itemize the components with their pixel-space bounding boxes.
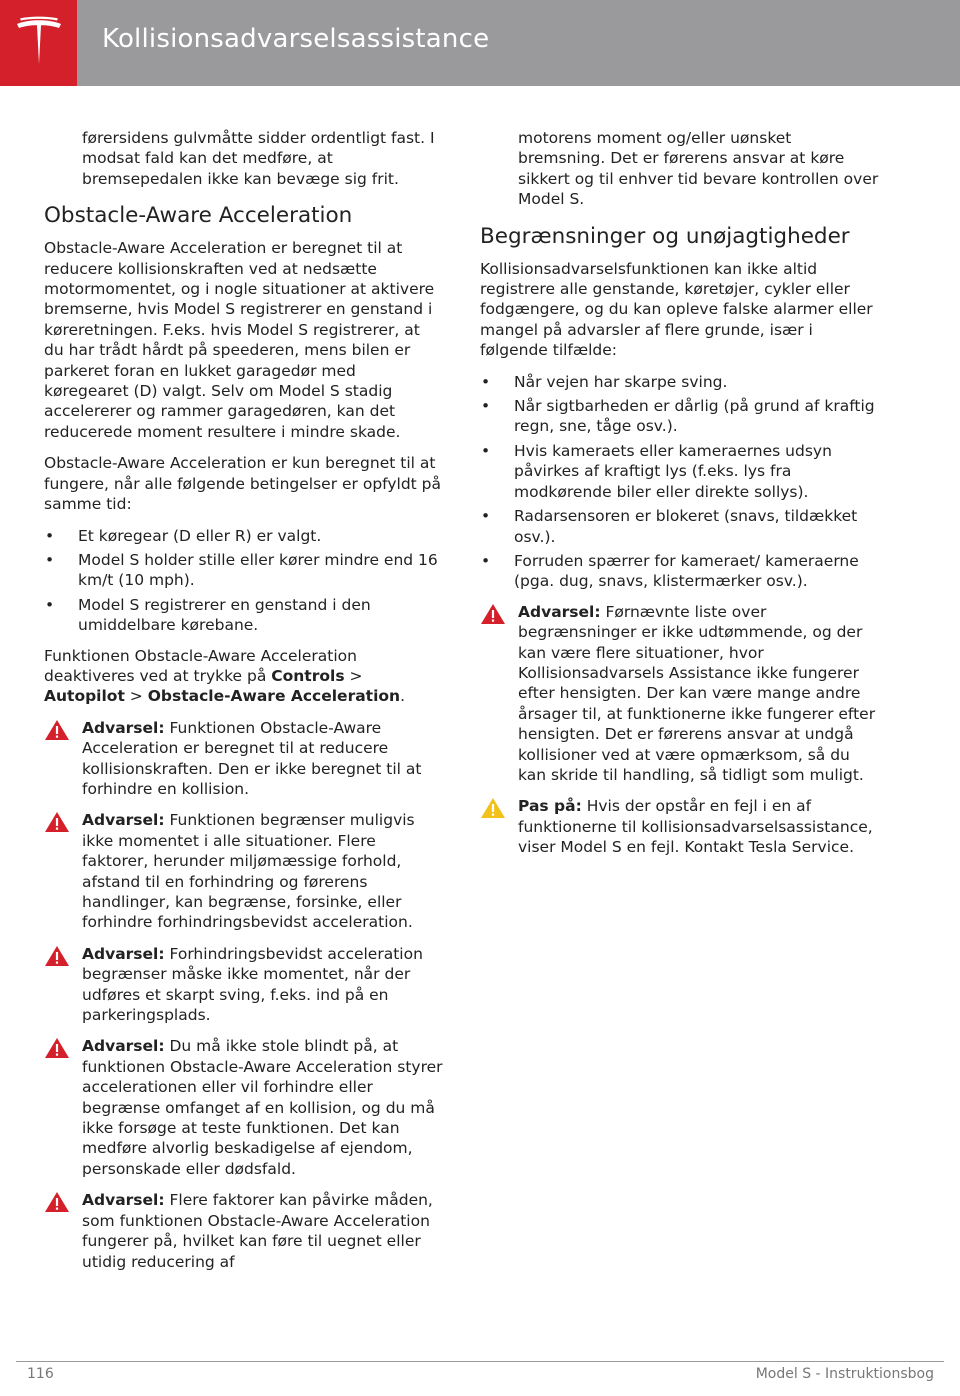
warning-icon xyxy=(44,811,70,833)
list-item: • Model S holder stille eller kører mindre end 16 km/t (10 mph). xyxy=(45,550,438,590)
bullet: • xyxy=(481,441,491,460)
warning-note: Advarsel: Førnævnte liste over begrænsninger er ikke udtømmende, og der kan være flere situationer, hvor Kollisionsadvarsels Assistance ikke fungerer efter hensigten. Der kan være mange andre årsager til, at funktionerne ikke fungerer efter hensigten. Det er førerens ansvar at undgå kollisioner ved at være opmærksom, så du kan skride til handling, så tidligt som muligt. xyxy=(480,602,880,786)
list-item: • Når vejen har skarpe sving. xyxy=(481,372,728,391)
page-number: 116 xyxy=(27,1366,54,1382)
paragraph: Obstacle-Aware Acceleration er kun beregnet til at fungere, når alle følgende betingelser er opfyldt på samme tid: xyxy=(44,454,442,514)
tesla-logo xyxy=(0,0,77,86)
left-column xyxy=(44,128,444,1283)
ui-path-controls: Controls xyxy=(271,666,345,685)
caution-icon xyxy=(480,797,506,819)
warning-icon xyxy=(44,1191,70,1213)
list-item: • Et køregear (D eller R) er valgt. xyxy=(45,526,322,545)
ui-path-feature: Obstacle-Aware Acceleration xyxy=(147,687,401,706)
warning-note: Advarsel: Forhindringsbevidst acceleration begrænser måske ikke momentet, når der udføres et skarpt sving, f.eks. ind på en parkeringsplads. xyxy=(44,944,444,1026)
paragraph: Kollisionsadvarselsfunktionen kan ikke altid registrere alle genstande, køretøjer, cykler eller fodgængere, og du kan opleve falske alarmer eller mangel på advarsler af flere grunde, især i følgende tilfælde: xyxy=(480,259,873,360)
ui-path-autopilot: Autopilot xyxy=(44,687,125,706)
warning-icon xyxy=(480,603,506,625)
paragraph: Obstacle-Aware Acceleration er beregnet til at reducere kollisionskraften ved at nedsætte motormomentet, og i nogle situationer at aktivere bremserne, hvis Model S registrerer en genstand i køreretningen. F.eks. hvis Model S registrerer, at du har trådt hårdt på speederen, mens bilen er parkeret foran en lukket garagedør med køregearet (D) valgt. Selv om Model S stadig accelererer og rammer garagedøren, kan det reducerede moment resultere i mindre skade. xyxy=(44,239,435,441)
bullet: • xyxy=(45,595,55,614)
warning-icon xyxy=(44,945,70,967)
warning-icon xyxy=(44,719,70,741)
warning-icon xyxy=(44,1037,70,1059)
paragraph-deactivate: Funktionen Obstacle-Aware Acceleration deaktiveres ved at trykke på Controls > Autopilot > Obstacle-Aware Acceleration. xyxy=(44,646,406,706)
warning-note: Advarsel: Du må ikke stole blindt på, at funktionen Obstacle-Aware Acceleration styrer accelerationen eller vil forhindre eller begrænse omfanget af en kollision, og du må ikke forsøge at teste funktionen. Det kan medføre alvorlig beskadigelse af ejendom, personskade eller dødsfald. xyxy=(44,1036,444,1179)
right-column xyxy=(480,128,880,869)
footer-divider xyxy=(16,1361,944,1362)
list-item: • Når sigtbarheden er dårlig (på grund af kraftig regn, sne, tåge osv.). xyxy=(481,397,875,436)
section-heading-limitations: Begrænsninger og unøjagtigheder xyxy=(480,223,850,249)
section-heading-obstacle-aware: Obstacle-Aware Acceleration xyxy=(44,203,353,229)
tesla-logo-icon xyxy=(14,16,64,70)
bullet: • xyxy=(481,551,491,570)
warning-note: Advarsel: Flere faktorer kan påvirke måden, som funktionen Obstacle-Aware Acceleration fungerer på, hvilket kan føre til uegnet eller utidig reducering af xyxy=(44,1190,444,1272)
bullet: • xyxy=(481,397,491,416)
bullet: • xyxy=(45,550,55,569)
limitation-list xyxy=(480,372,880,592)
list-item: • Hvis kameraets eller kameraernes udsyn påvirkes af kraftigt lys (f.eks. lys fra modkørende biler eller direkte sollys). xyxy=(481,441,832,501)
page-title: Kollisionsadvarselsassistance xyxy=(102,24,490,54)
bullet: • xyxy=(45,526,55,545)
warning-note: Advarsel: Funktionen begrænser muligvis ikke momentet i alle situationer. Flere faktorer, herunder miljømæssige forhold, afstand til en forhindring og førerens handlinger, kan begrænse, forsinke, eller forhindre forhindringsbevidst acceleration. xyxy=(44,810,444,932)
manual-title: Model S - Instruktionsbog xyxy=(755,1366,934,1382)
bullet: • xyxy=(481,507,491,526)
warning-note: Advarsel: Funktionen Obstacle-Aware Acceleration er beregnet til at reducere kollisionskraften. Den er ikke beregnet til at forhindre en kollision. xyxy=(44,718,444,800)
list-item: • Forruden spærrer for kameraet/ kameraerne (pga. dug, snavs, klistermærker osv.). xyxy=(481,551,859,591)
list-item: • Radarsensoren er blokeret (snavs, tildækket osv.). xyxy=(481,507,858,546)
intro-text: motorens moment og/eller uønsket bremsning. Det er førerens ansvar at køre sikkert og til enhver tid bevare kontrollen over Model S. xyxy=(518,129,879,209)
caution-note: Pas på: Hvis der opstår en fejl i en af funktionerne til kollisionsadvarselsassistance, viser Model S en fejl. Kontakt Tesla Service. xyxy=(480,796,880,857)
condition-list xyxy=(44,526,444,636)
list-item: • Model S registrerer en genstand i den umiddelbare kørebane. xyxy=(45,595,371,635)
intro-text: førersidens gulvmåtte sidder ordentligt fast. I modsat fald kan det medføre, at bremsepedalen ikke kan bevæge sig frit. xyxy=(82,129,435,188)
page-header xyxy=(0,0,960,86)
bullet: • xyxy=(481,372,491,391)
